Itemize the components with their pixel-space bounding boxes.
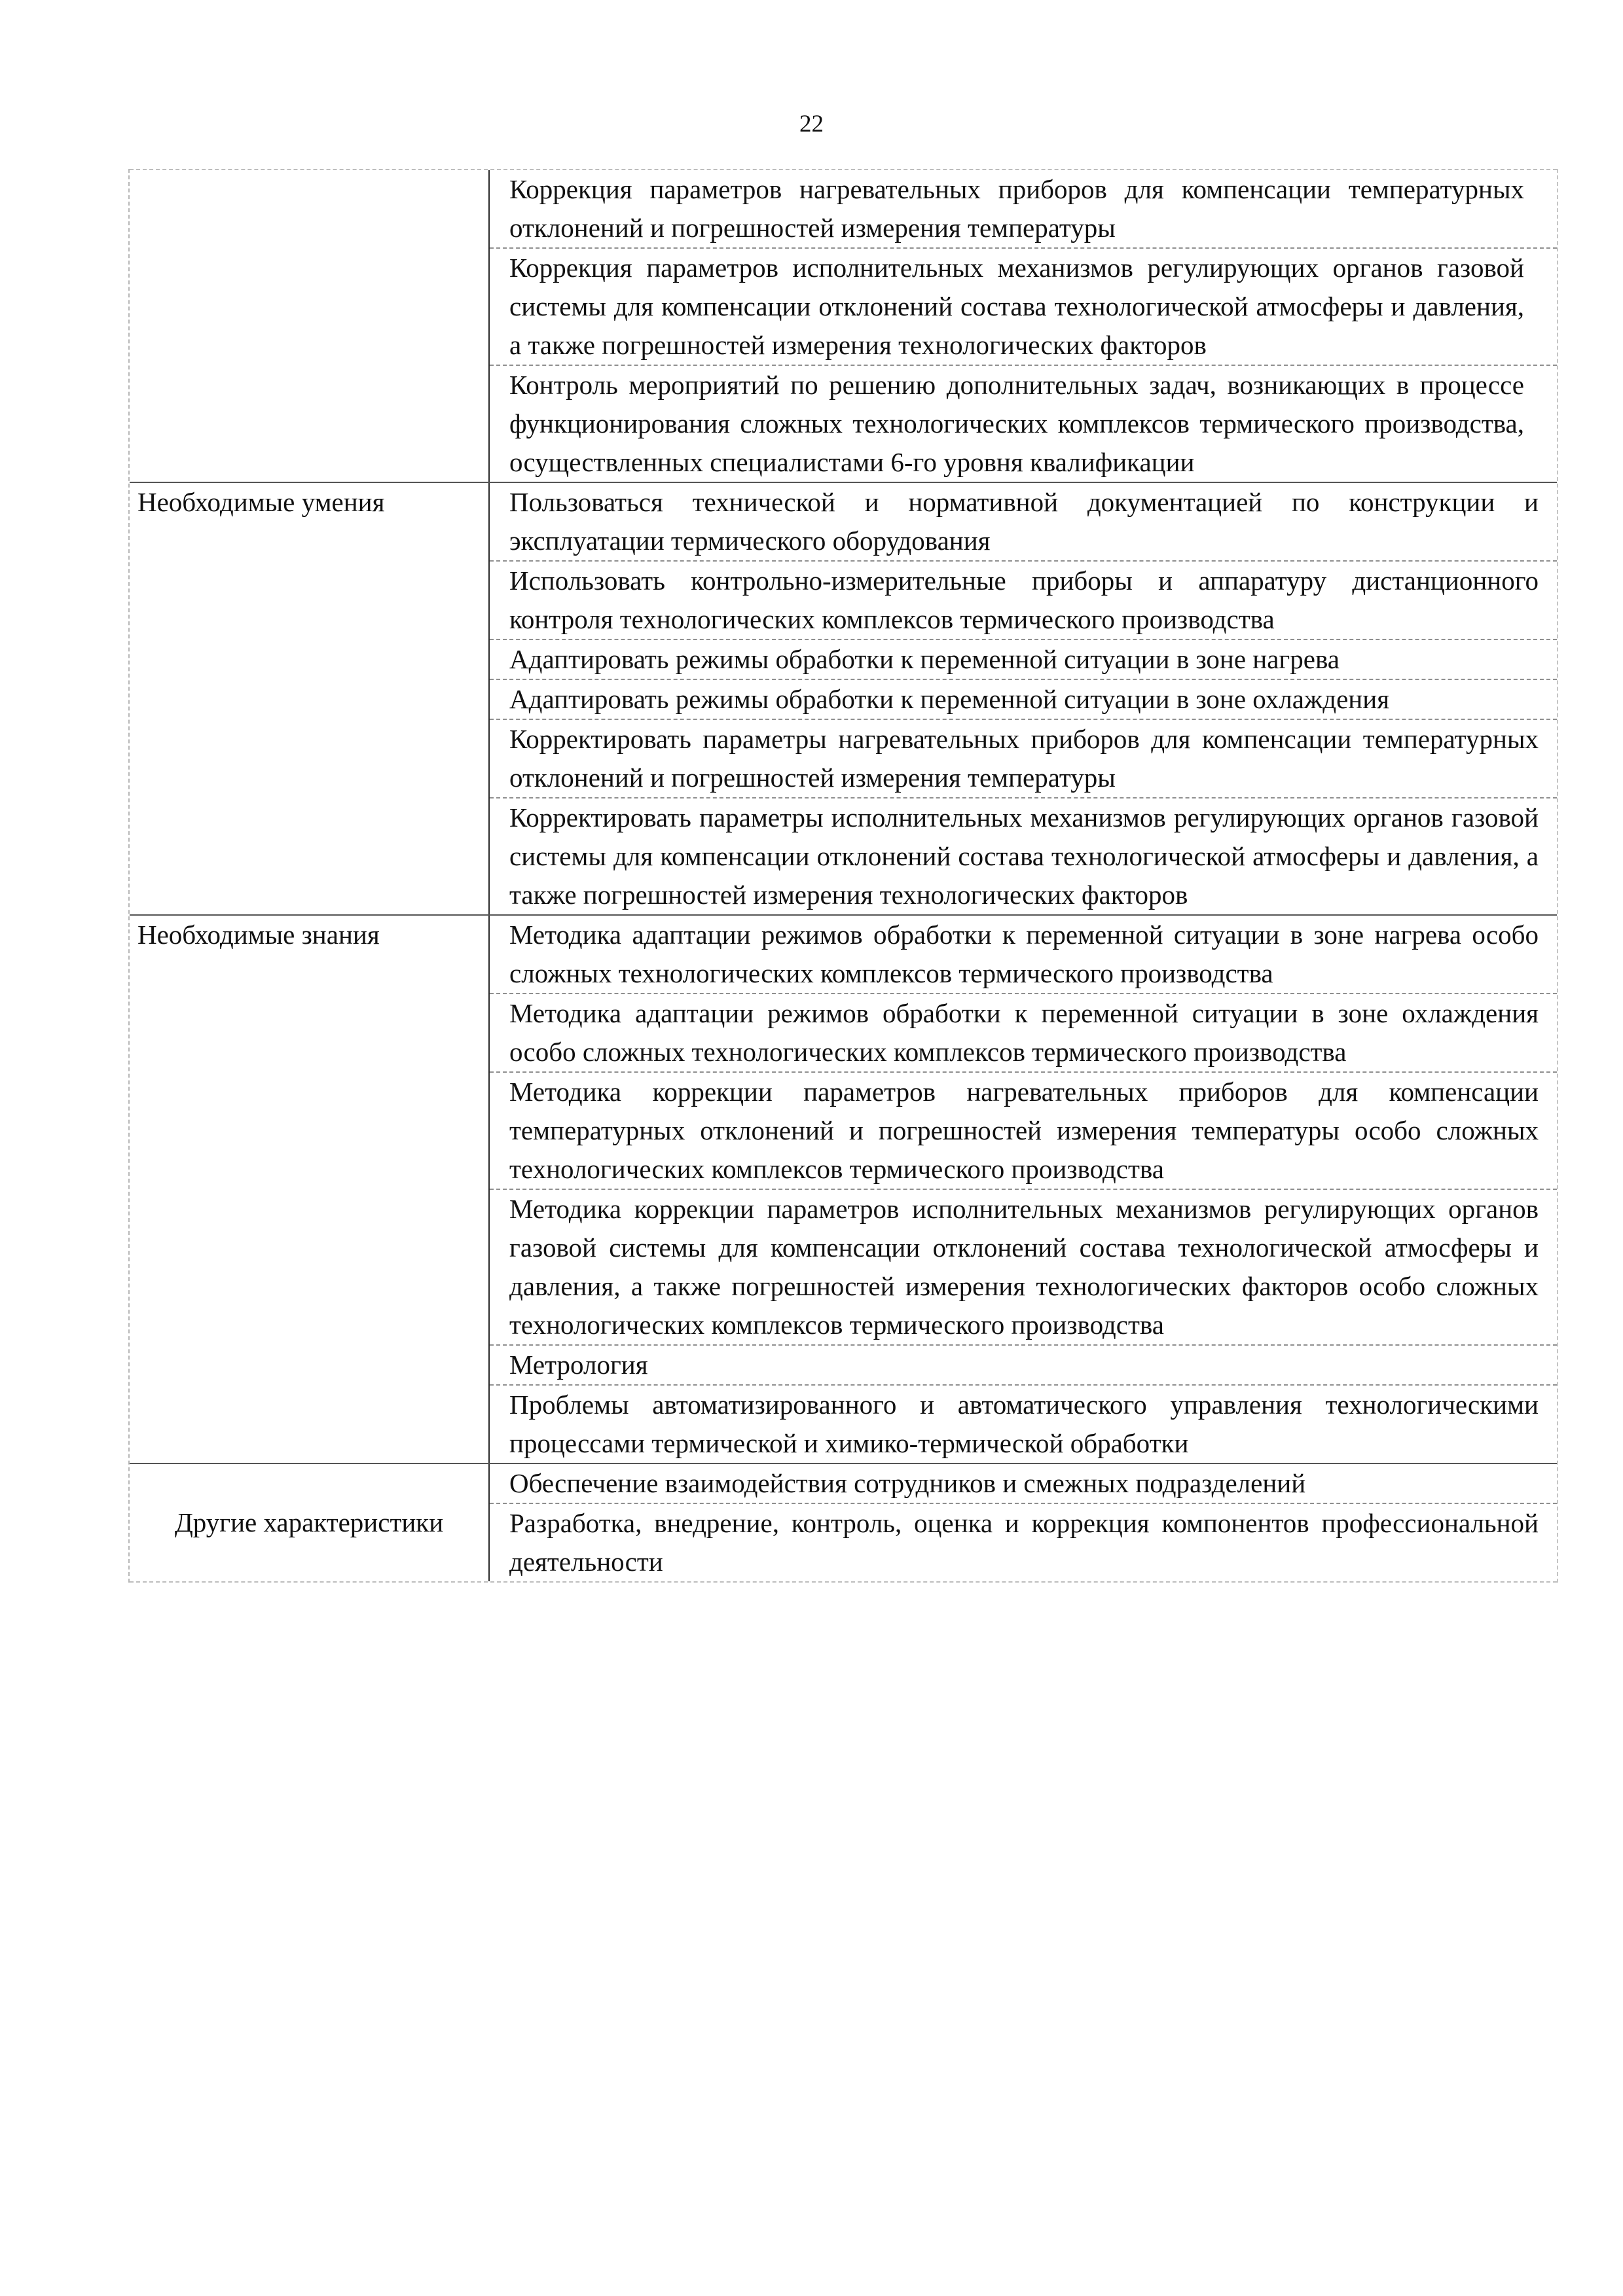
table-row: Пользоваться технической и нормативной документацией по конструкции и эксплуатации термического оборудования	[509, 487, 1539, 556]
section-items	[490, 483, 1557, 914]
table-row: Методика адаптации режимов обработки к переменной ситуации в зоне нагрева особо сложных технологических комплексов термического производства	[509, 920, 1539, 988]
requirements-table	[128, 169, 1558, 1583]
table-row: Проблемы автоматизированного и автоматического управления технологическими процессами термической и химико-термической обработки	[490, 1384, 1557, 1463]
section-label: Другие характеристики	[130, 1464, 490, 1581]
section-required-knowledge	[130, 914, 1557, 1463]
table-row: Контроль мероприятий по решению дополнительных задач, возникающих в процессе функционирования сложных технологических комплексов термического производства, осуществленных специалистами 6-го уровня квалификации	[490, 365, 1557, 482]
table-row: Адаптировать режимы обработки к переменной ситуации в зоне охлаждения	[490, 679, 1557, 719]
section-labor-actions-continued	[130, 169, 1557, 482]
section-label-empty	[130, 170, 490, 482]
table-row: Методика коррекции параметров исполнительных механизмов регулирующих органов газовой системы для компенсации отклонений состава технологической атмосферы и давления, а также погрешностей измерения технологических факторов особо сложных технологических комплексов термического производства	[490, 1189, 1557, 1344]
section-items	[490, 916, 1557, 1463]
section-required-skills	[130, 482, 1557, 914]
section-label: Необходимые умения	[130, 483, 490, 914]
section-other-characteristics	[130, 1463, 1557, 1583]
section-items	[490, 1464, 1557, 1581]
table-row: Метрология	[490, 1344, 1557, 1384]
table-row: Методика коррекции параметров нагревательных приборов для компенсации температурных отклонений и погрешностей измерения температуры особо сложных технологических комплексов термического производства	[490, 1071, 1557, 1189]
table-row: Коррекция параметров нагревательных приборов для компенсации температурных отклонений и погрешностей измерения температуры	[509, 174, 1524, 243]
section-label: Необходимые знания	[130, 916, 490, 1463]
table-row: Методика адаптации режимов обработки к переменной ситуации в зоне охлаждения особо сложных технологических комплексов термического производства	[490, 993, 1557, 1071]
table-row: Корректировать параметры исполнительных механизмов регулирующих органов газовой системы для компенсации отклонений состава технологической атмосферы и давления, а также погрешностей измерения технологических факторов	[490, 797, 1557, 914]
table-row: Коррекция параметров исполнительных механизмов регулирующих органов газовой системы для компенсации отклонений состава технологической атмосферы и давления, а также погрешностей измерения технологических факторов	[490, 247, 1557, 365]
table-row: Обеспечение взаимодействия сотрудников и смежных подразделений	[509, 1468, 1306, 1498]
section-items	[490, 170, 1557, 482]
table-row: Разработка, внедрение, контроль, оценка и коррекция компонентов профессиональной деятельности	[490, 1503, 1557, 1581]
page-number: 22	[799, 111, 824, 137]
table-row: Корректировать параметры нагревательных приборов для компенсации температурных отклонений и погрешностей измерения температуры	[490, 719, 1557, 797]
table-row: Адаптировать режимы обработки к переменной ситуации в зоне нагрева	[490, 639, 1557, 679]
table-row: Использовать контрольно-измерительные приборы и аппаратуру дистанционного контроля технологических комплексов термического производства	[490, 560, 1557, 639]
